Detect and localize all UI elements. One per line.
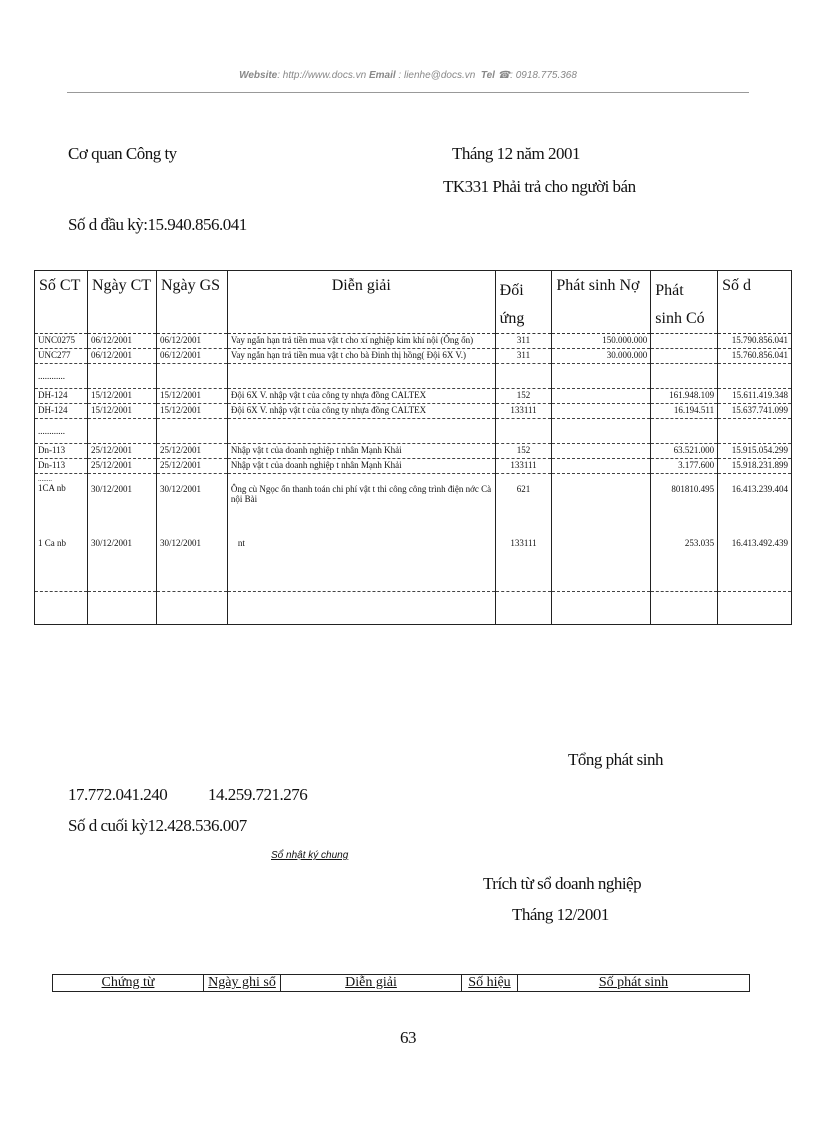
cell-dien-giai [227,537,495,592]
opening-balance: Số d đầu kỳ:15.940.856.041 [68,215,247,234]
table-row [35,349,792,364]
ledger-header-row [35,271,792,334]
table-row [35,444,792,459]
col-ngay-gs: Ngày GS [156,271,227,334]
cell-ngay-gs [156,474,227,538]
cell-dien-giai: Đội 6X V. nhập vật t của công ty nhựa đồng CALTEX [227,389,495,404]
cell-no: 150.000.000 [552,334,651,349]
table-row [35,334,792,349]
cell-doi-ung: 311 [495,349,552,364]
cell-doi-ung: 311 [495,334,552,349]
cell-dien-giai-value: nt [237,538,245,548]
col-doi-ung: Đối ứng [495,271,552,334]
col-ngay-ghi-so: Ngày ghi sổ [204,975,281,992]
cell-so-ct: DH-124 [35,404,88,419]
cell-co [651,474,718,538]
cell-doi-ung [495,474,552,538]
total-debit: 17.772.041.240 [68,785,168,804]
cell-no [552,389,651,404]
col-ngay-ct: Ngày CT [87,271,156,334]
cell-co-value: 801810.495 [671,484,715,494]
cell-so-ct-value: 1CA nb [38,483,66,493]
cell-so-du: 16.413.492.439 [718,537,792,592]
journal-link[interactable]: Sổ nhật ký chung [271,850,349,861]
cell-so-ct: Dn-113 [35,444,88,459]
account-title: TK331 Phải trả cho người bán [443,177,636,196]
cell-so-du: 15.915.054.299 [718,444,792,459]
cell-so-ct: Dn-113 [35,459,88,474]
cell-ngay-ct: 25/12/2001 [87,459,156,474]
excerpt-month: Tháng 12/2001 [512,905,609,924]
page-number: 63 [400,1028,416,1047]
agency: Cơ quan Công ty [68,144,177,163]
ledger-table [34,270,792,625]
cell-co: 16.194.511 [651,404,718,419]
cell-so-ct: UNC0275 [35,334,88,349]
cell-doi-ung-value: 621 [516,484,531,494]
cell-ngay-ct-value: 30/12/2001 [90,484,132,494]
cell-ngay-gs: 25/12/2001 [156,444,227,459]
cell-ngay-gs: 25/12/2001 [156,459,227,474]
cell-ngay-ct: 06/12/2001 [87,334,156,349]
cell-no [552,404,651,419]
cell-so-du: 15.918.231.899 [718,459,792,474]
cell-ngay-gs: 15/12/2001 [156,404,227,419]
cell-ngay-gs-value: 30/12/2001 [159,484,201,494]
cell-co: 161.948.109 [651,389,718,404]
cell-ngay-gs: 30/12/2001 [156,537,227,592]
cell-dien-giai: Đội 6X V. nhập vật t của công ty nhựa đồng CALTEX [227,404,495,419]
cell-doi-ung: 133111 [495,404,552,419]
cell-ngay-ct: 06/12/2001 [87,349,156,364]
cell-no [552,474,651,538]
cell-doi-ung: 152 [495,444,552,459]
cell-dien-giai: Nhập vật t của doanh nghiệp t nhân Mạnh Khải [227,459,495,474]
cell-ngay-ct: 25/12/2001 [87,444,156,459]
cell-ngay-gs: 06/12/2001 [156,349,227,364]
page-header [0,70,816,81]
table-row [35,404,792,419]
cell-ngay-gs: 06/12/2001 [156,334,227,349]
tel-number: ☎: 0918.775.368 [497,70,577,81]
cell-so-ct [35,474,88,538]
col-phat-sinh-no: Phát sinh Nợ [552,271,651,334]
table-row [35,389,792,404]
tel-label: Tel [480,70,495,81]
cell-doi-ung: 133111 [495,537,552,592]
total-credit: 14.259.721.276 [208,785,308,804]
col-so-du: Số d [718,271,792,334]
header-divider [67,92,749,93]
cell-no: 30.000.000 [552,349,651,364]
cell-dien-giai: Vay ngắn hạn trả tiền mua vật t cho xí nghiệp kim khí nội (Ông ổn) [227,334,495,349]
table-row-empty [35,592,792,625]
cell-so-du: 15.611.419.348 [718,389,792,404]
col-so-phat-sinh: Số phát sinh [518,975,750,992]
cell-doi-ung: 152 [495,389,552,404]
email-address[interactable]: : lienhe@docs.vn [395,70,476,81]
excerpt-title: Trích từ sổ doanh nghiệp [483,874,642,893]
cell-co: 253.035 [651,537,718,592]
cell-dien-giai: Nhập vật t của doanh nghiệp t nhân Mạnh Khải [227,444,495,459]
row-prefix: ........ [38,475,52,483]
cell-co: 63.521.000 [651,444,718,459]
cell-doi-ung: 133111 [495,459,552,474]
website-label: Website [239,70,278,81]
table-row [35,474,792,538]
col-dien-giai: Diễn giải [227,271,495,334]
cell-so-ct: ............ [35,419,88,444]
journal-header-row [53,975,750,992]
col-phat-sinh-co: Phát sinh Có [651,271,718,334]
col-dien-giai: Diễn giải [281,975,462,992]
cell-ngay-ct: 15/12/2001 [87,404,156,419]
email-label: Email [368,70,396,81]
journal-table [52,974,750,992]
cell-no [552,459,651,474]
table-row [35,419,792,444]
cell-so-ct: UNC277 [35,349,88,364]
col-chung-tu: Chứng từ [53,975,204,992]
cell-so-ct: DH-124 [35,389,88,404]
cell-ngay-gs: 15/12/2001 [156,389,227,404]
website-url[interactable]: : http://www.docs.vn [277,70,367,81]
cell-no [552,537,651,592]
cell-ngay-ct [87,474,156,538]
cell-co: 3.177.600 [651,459,718,474]
cell-so-du: 15.790.856.041 [718,334,792,349]
cell-dien-giai: Vay ngắn hạn trả tiền mua vật t cho bà Đinh thị hồng( Đội 6X V.) [227,349,495,364]
report-month: Tháng 12 năm 2001 [452,144,580,163]
cell-so-du: 15.637.741.099 [718,404,792,419]
cell-co [651,349,718,364]
cell-dien-giai: Ông cù Ngọc ổn thanh toán chi phí vật t thi công công trình điện nớc Cà nội Bài [227,474,495,538]
cell-so-du [718,474,792,538]
table-row [35,459,792,474]
table-row [35,537,792,592]
total-label: Tổng phát sinh [568,750,663,769]
table-row [35,364,792,389]
cell-so-ct: 1 Ca nb [35,537,88,592]
col-so-ct: Số CT [35,271,88,334]
cell-ngay-ct: 30/12/2001 [87,537,156,592]
cell-ngay-ct: 15/12/2001 [87,389,156,404]
cell-so-ct: ............ [35,364,88,389]
cell-no [552,444,651,459]
cell-co [651,334,718,349]
cell-so-du-value: 16.413.239.404 [731,484,788,494]
col-so-hieu: Số hiệu [462,975,518,992]
cell-so-du: 15.760.856.041 [718,349,792,364]
closing-balance: Số d cuối kỳ12.428.536.007 [68,816,247,835]
